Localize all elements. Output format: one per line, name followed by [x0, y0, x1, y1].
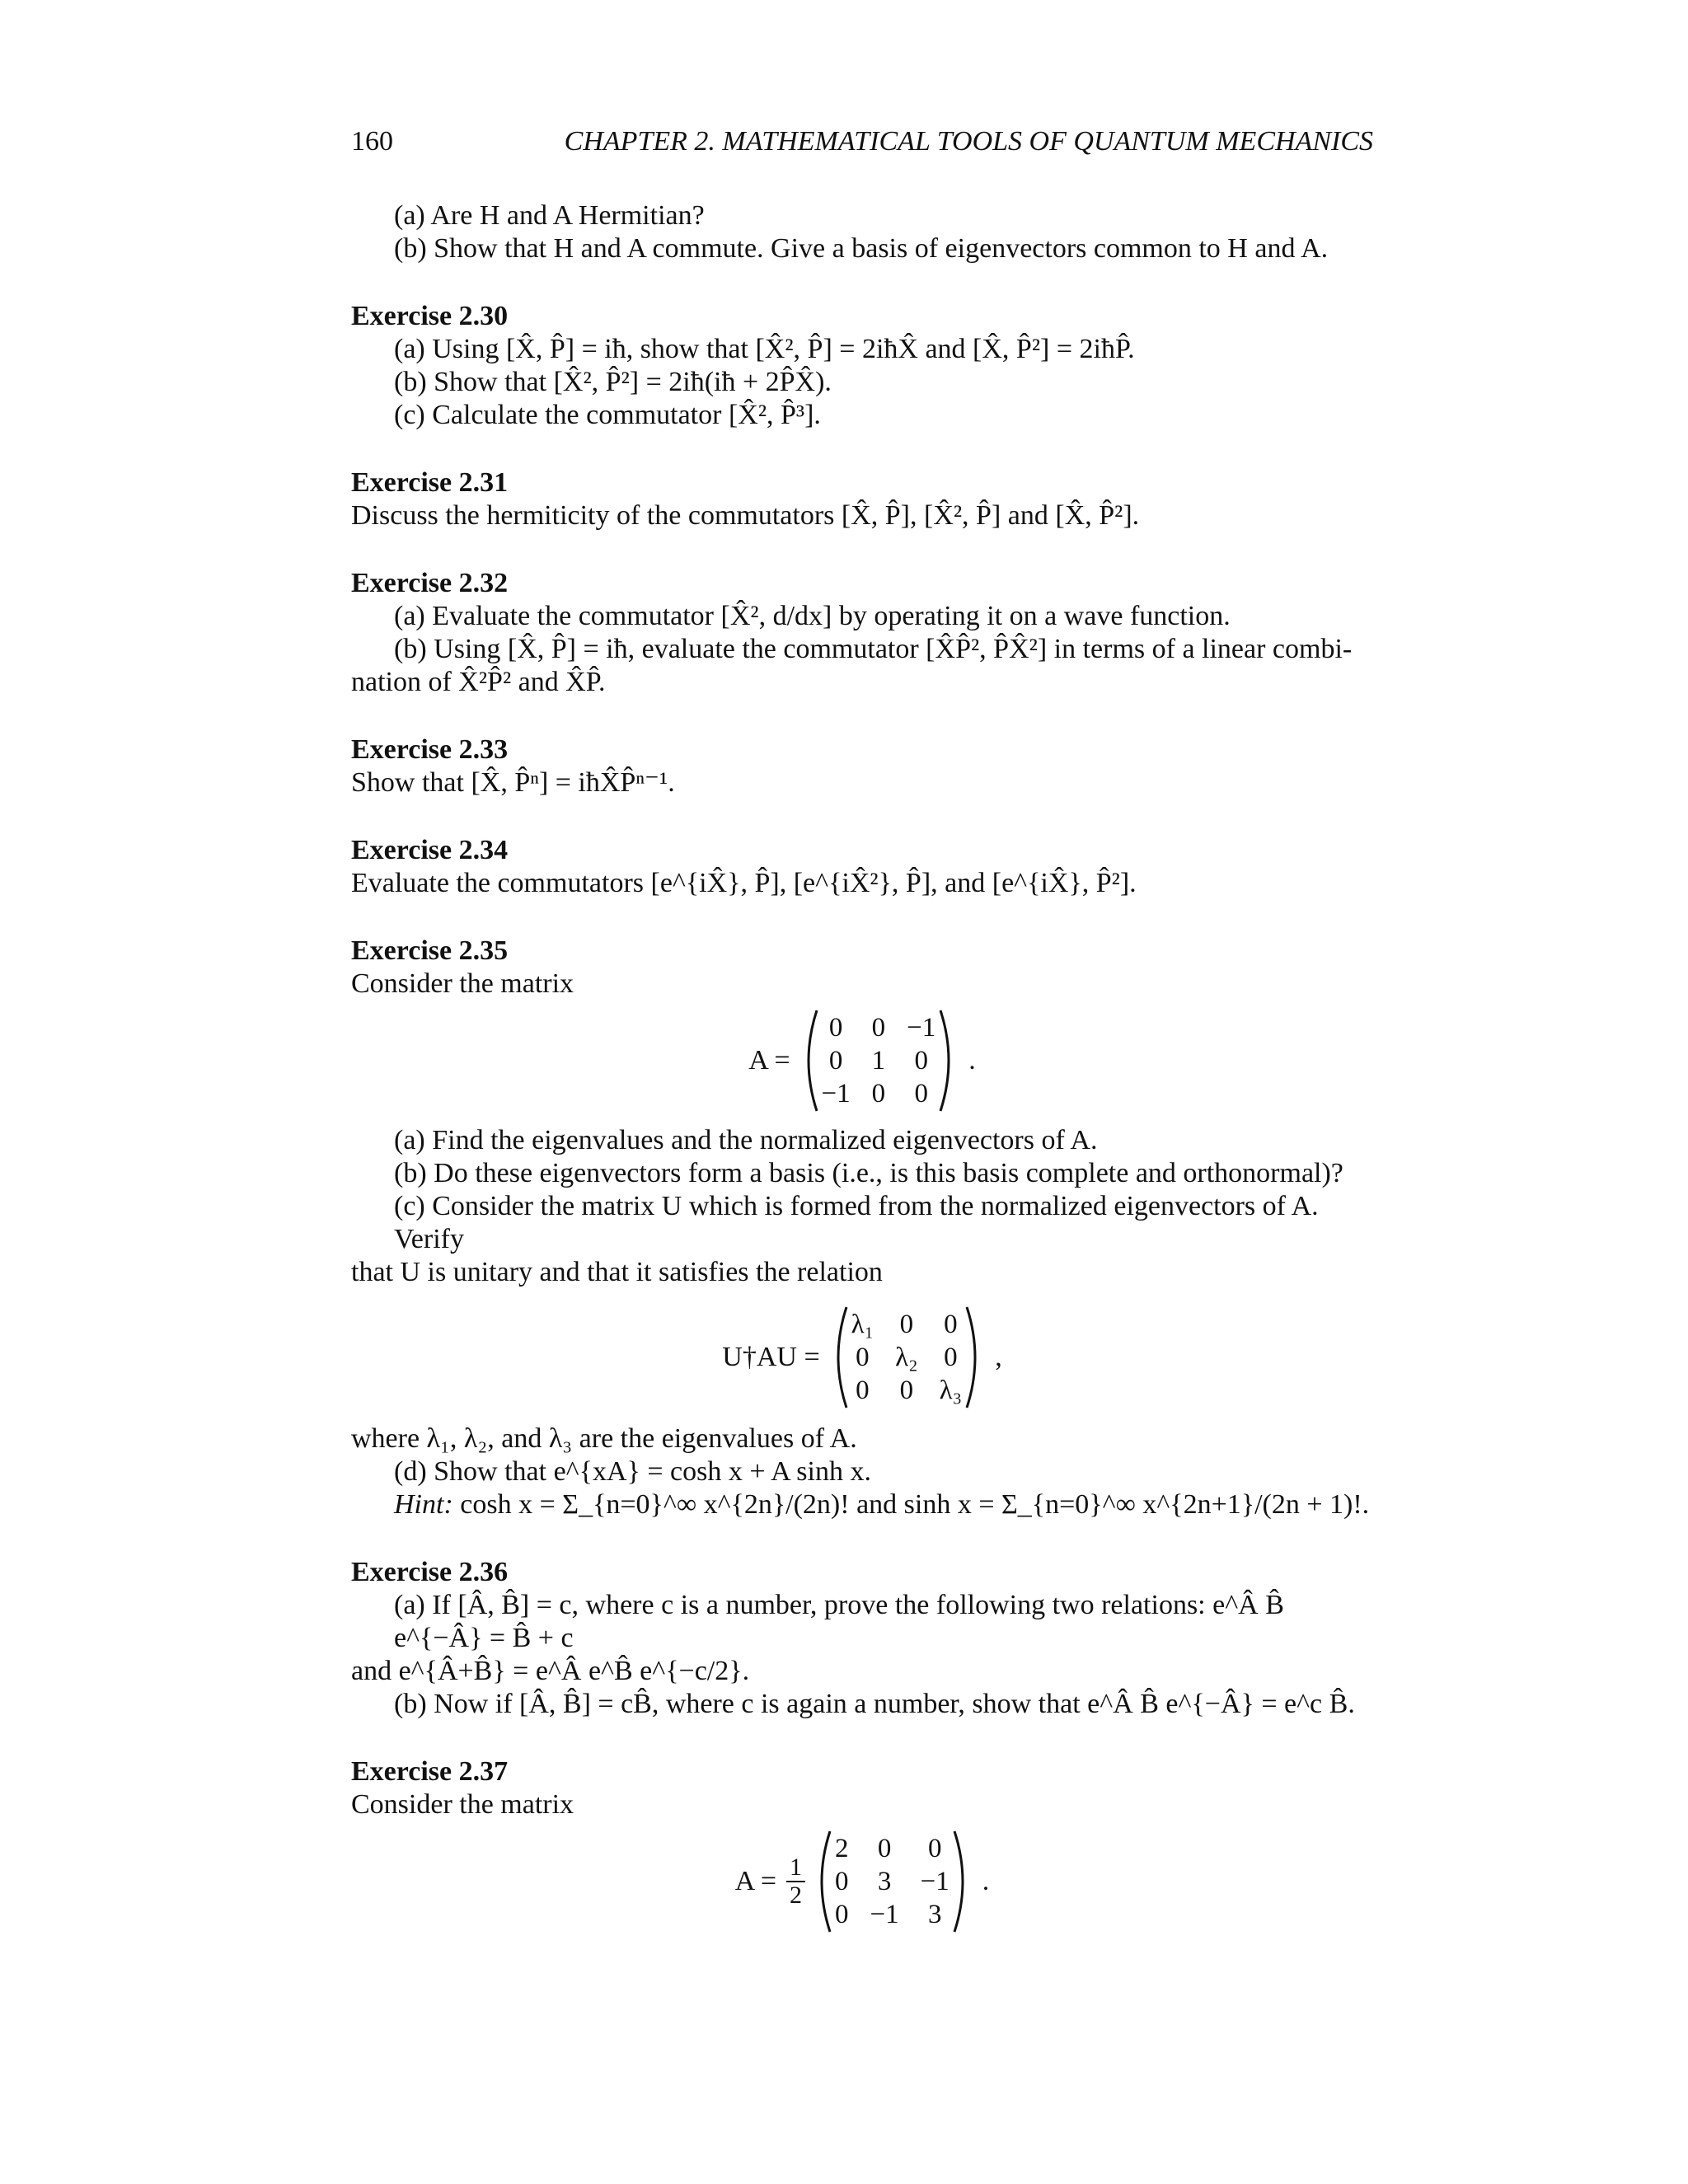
- equation-end: ,: [995, 1342, 1002, 1372]
- exercise-text: Discuss the hermiticity of the commutators [X̂, P̂], [X̂², P̂] and [X̂, P̂²].: [351, 500, 1140, 531]
- exercise-part-a: (a) Using [X̂, P̂] = iħ, show that [X̂², P̂] = 2iħX̂ and [X̂, P̂²] = 2iħP̂.: [394, 334, 1135, 364]
- matrix-entry: −1: [920, 1867, 950, 1896]
- exercise-2-31: [351, 466, 1373, 532]
- left-paren-icon: [810, 1828, 835, 1935]
- matrix-entry: 0: [899, 1376, 914, 1405]
- exercise-part-a: (a) Evaluate the commutator [X̂², d/dx] by operating it on a wave function.: [394, 601, 1231, 631]
- matrix-entry: 0: [856, 1343, 870, 1372]
- page-content: [351, 199, 1373, 1945]
- matrix-entry: 0: [856, 1376, 870, 1405]
- matrix-entry: 0: [914, 1046, 928, 1076]
- exercise-text: Show that [X̂, P̂ⁿ] = iħX̂P̂ⁿ⁻¹.: [351, 767, 675, 798]
- matrix-entry: 1: [871, 1046, 886, 1076]
- exercise-part-a: (a) If [Â, B̂] = c, where c is a number, prove the following two relations: e^Â B̂ e^{−Â} = B̂ + c: [394, 1590, 1284, 1653]
- matrix-grid: [835, 1832, 950, 1931]
- exercise-title: Exercise 2.30: [351, 301, 509, 331]
- exercise-2-33: [351, 733, 1373, 799]
- exercise-part-b: (b) Using [X̂, P̂] = iħ, evaluate the commutator [X̂P̂², P̂X̂²] in terms of a linear combi-: [394, 634, 1353, 664]
- hint-label: Hint:: [394, 1489, 453, 1520]
- prev-part-b: (b) Show that H and A commute. Give a basis of eigenvectors common to H and A.: [394, 233, 1329, 264]
- exercise-part-b: (b) Now if [Â, B̂] = cB̂, where c is again a number, show that e^Â B̂ e^{−Â} = e^c B̂.: [394, 1689, 1355, 1719]
- matrix: [827, 1304, 987, 1411]
- hint-line: [351, 1488, 1373, 1521]
- prev-part-a: (a) Are H and A Hermitian?: [394, 200, 705, 231]
- hint-text: cosh x = Σ_{n=0}^∞ x^{2n}/(2n)! and sinh x = Σ_{n=0}^∞ x^{2n+1}/(2n + 1)!.: [460, 1489, 1370, 1520]
- exercise-part-c: (c) Calculate the commutator [X̂², P̂³].: [394, 400, 821, 430]
- matrix-entry: 2: [835, 1834, 849, 1863]
- exercise-2-32: [351, 567, 1373, 699]
- matrix-entry: 0: [927, 1834, 942, 1863]
- exercise-intro: Consider the matrix: [351, 1789, 574, 1820]
- matrix-entry: 0: [828, 1013, 843, 1043]
- matrix: [797, 1007, 961, 1114]
- exercise-intro: Consider the matrix: [351, 968, 574, 999]
- exercise-2-30: [351, 300, 1373, 432]
- diagonal-matrix-equation: [351, 1304, 1373, 1411]
- exercise-title: Exercise 2.31: [351, 467, 509, 498]
- matrix-entry: λ₂: [895, 1343, 918, 1372]
- exercise-title: Exercise 2.35: [351, 935, 509, 966]
- matrix-entry: 0: [877, 1834, 892, 1863]
- exercise-2-37: [351, 1755, 1373, 1935]
- matrix-entry: λ₃: [939, 1376, 963, 1405]
- exercise-part-b: (b) Do these eigenvectors form a basis (i.e., is this basis complete and orthonormal)?: [394, 1158, 1343, 1188]
- matrix-entry: −1: [870, 1900, 899, 1929]
- exercise-part-c-continued: that U is unitary and that it satisfies the relation: [351, 1257, 883, 1287]
- matrix-entry: 0: [835, 1867, 849, 1896]
- matrix-entry: 0: [899, 1310, 914, 1339]
- right-paren-icon: [950, 1828, 974, 1935]
- equation-lhs: A =: [748, 1045, 790, 1076]
- exercise-part-c: (c) Consider the matrix U which is formed from the normalized eigenvectors of A. Verify: [394, 1191, 1319, 1254]
- exercise-part-d: (d) Show that e^{xA} = cosh x + A sinh x.: [394, 1456, 871, 1487]
- exercise-title: Exercise 2.32: [351, 568, 509, 598]
- fraction-denominator: 2: [790, 1882, 803, 1909]
- exercise-title: Exercise 2.34: [351, 835, 509, 865]
- exercise-part-b-continued: nation of X̂²P̂² and X̂P̂.: [351, 667, 606, 697]
- matrix-entry: 0: [944, 1310, 958, 1339]
- exercise-2-34: [351, 834, 1373, 900]
- matrix-entry: 0: [914, 1079, 928, 1108]
- exercise-part-a-continued: and e^{Â+B̂} = e^Â e^B̂ e^{−c/2}.: [351, 1656, 750, 1686]
- matrix-grid: [851, 1308, 963, 1407]
- matrix-entry: λ₁: [851, 1310, 874, 1339]
- exercise-text: Evaluate the commutators [e^{iX̂}, P̂], [e^{iX̂²}, P̂], and [e^{iX̂}, P̂²].: [351, 868, 1137, 898]
- equation-lhs: A =: [734, 1866, 777, 1896]
- page-number: 160: [351, 126, 393, 157]
- matrix-entry: 0: [871, 1079, 886, 1108]
- eigenvalue-note: where λ₁, λ₂, and λ₃ are the eigenvalues of A.: [351, 1423, 857, 1454]
- matrix: [810, 1828, 974, 1935]
- matrix-entry: 3: [877, 1867, 892, 1896]
- page-header: [351, 125, 1373, 158]
- right-paren-icon: [962, 1304, 987, 1411]
- exercise-title: Exercise 2.33: [351, 734, 509, 765]
- running-head: CHAPTER 2. MATHEMATICAL TOOLS OF QUANTUM MECHANICS: [564, 126, 1373, 157]
- matrix-entry: 0: [944, 1343, 958, 1372]
- matrix-grid: [822, 1011, 936, 1110]
- exercise-part-b: (b) Show that [X̂², P̂²] = 2iħ(iħ + 2P̂X̂).: [394, 367, 832, 397]
- exercise-part-a: (a) Find the eigenvalues and the normalized eigenvectors of A.: [394, 1125, 1098, 1155]
- equation-end: .: [968, 1045, 976, 1076]
- left-paren-icon: [797, 1007, 822, 1114]
- exercise-title: Exercise 2.36: [351, 1557, 509, 1587]
- matrix-entry: 3: [927, 1900, 942, 1929]
- matrix-entry: 0: [828, 1046, 843, 1076]
- matrix-equation: [351, 1007, 1373, 1114]
- matrix-entry: 0: [871, 1013, 886, 1043]
- exercise-title: Exercise 2.37: [351, 1756, 509, 1787]
- left-paren-icon: [827, 1304, 851, 1411]
- fraction-numerator: 1: [786, 1854, 805, 1882]
- right-paren-icon: [935, 1007, 960, 1114]
- exercise-2-36: [351, 1556, 1373, 1721]
- fraction-one-half: [786, 1854, 805, 1909]
- matrix-entry: 0: [835, 1900, 849, 1929]
- equation-lhs: U†AU =: [722, 1342, 820, 1372]
- matrix-entry: −1: [821, 1079, 851, 1108]
- equation-end: .: [982, 1866, 990, 1896]
- matrix-equation: [351, 1828, 1373, 1935]
- matrix-entry: −1: [907, 1013, 936, 1043]
- exercise-2-35: [351, 935, 1373, 1521]
